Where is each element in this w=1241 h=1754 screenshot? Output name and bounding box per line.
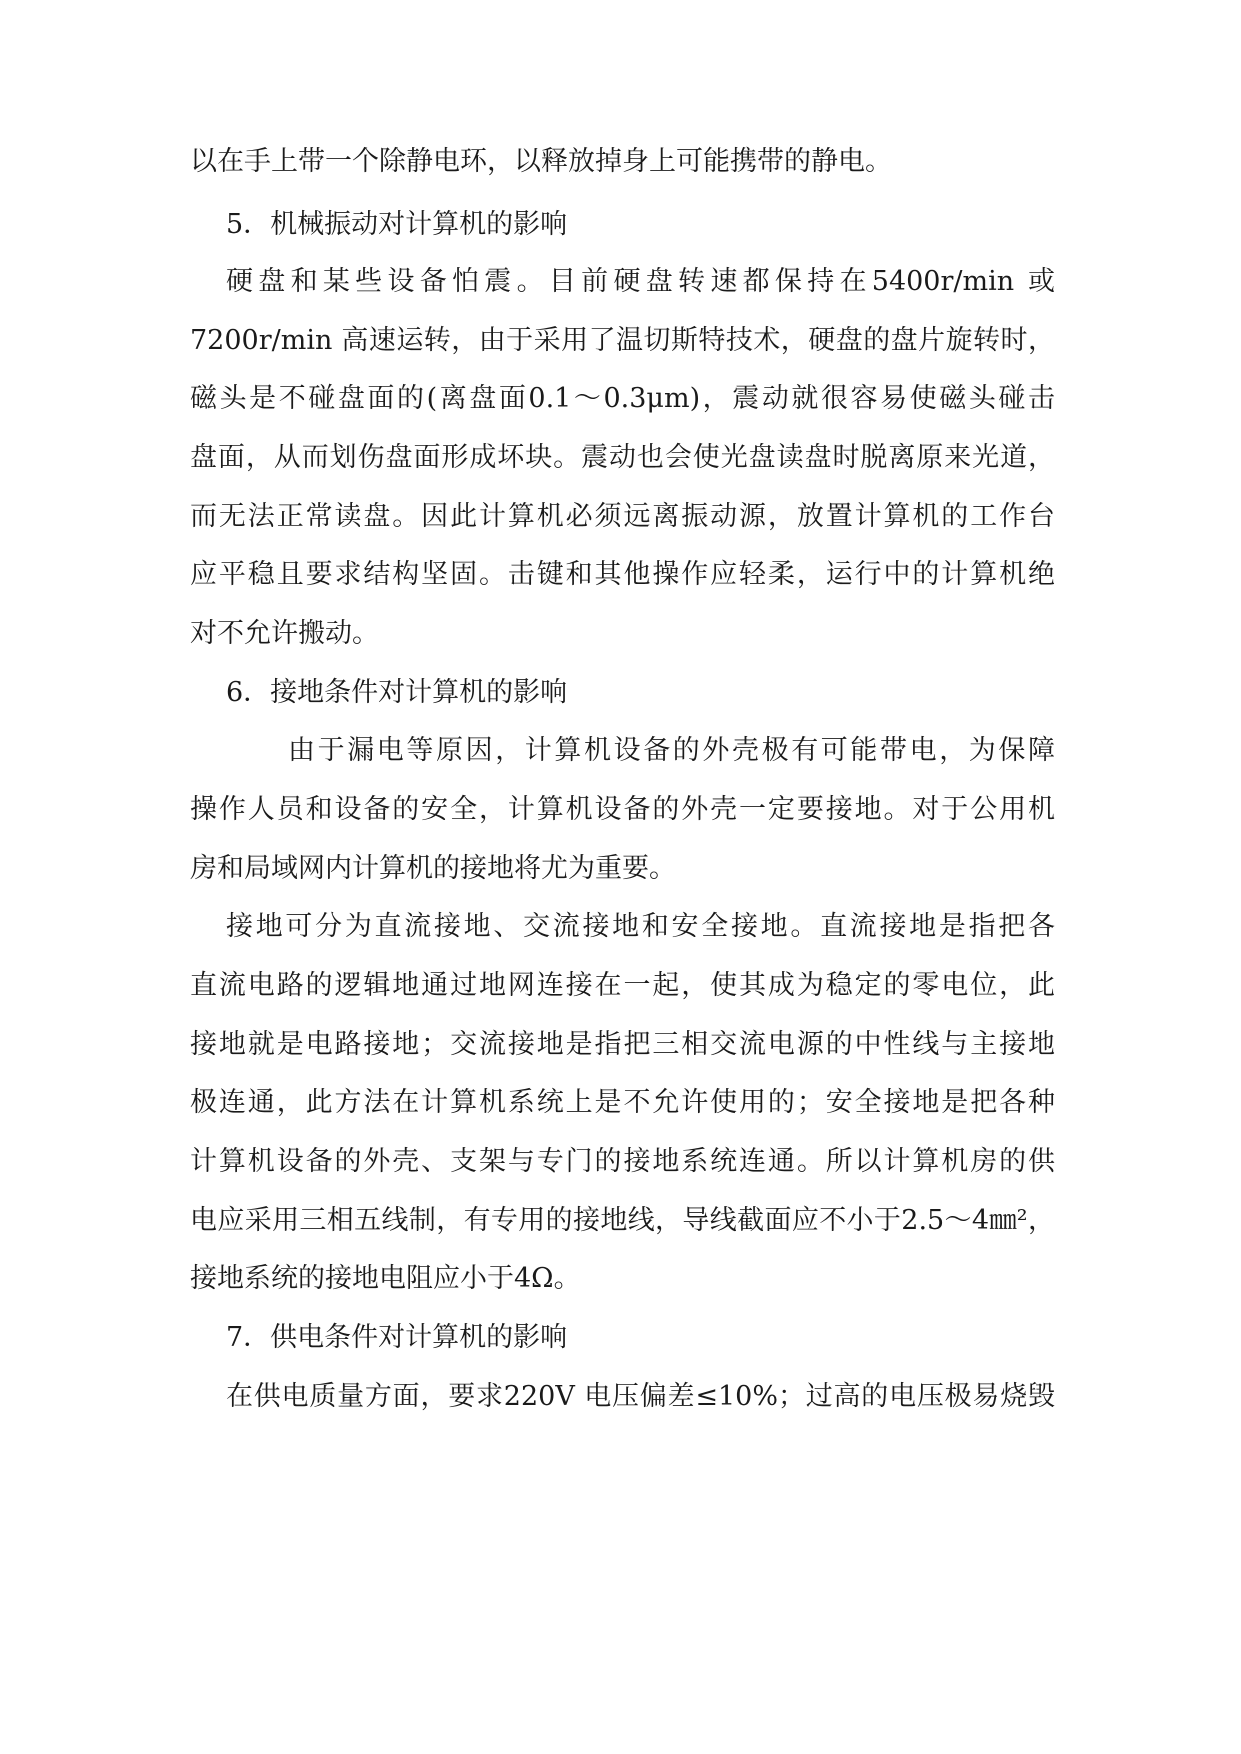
- paragraph-line: [0, 1249, 1241, 1309]
- text-line: 极连通，此方法在计算机系统上是不允许使用的；安全接地是把各种: [190, 1087, 1055, 1118]
- paragraph-line: [0, 428, 1241, 488]
- paragraph-line: [0, 1367, 1241, 1427]
- heading-text: 6．接地条件对计算机的影响: [226, 677, 568, 708]
- text-line: 盘面，从而划伤盘面形成坏块。震动也会使光盘读盘时脱离原来光道，: [190, 442, 1055, 473]
- paragraph-line: [0, 545, 1241, 605]
- paragraph-line: [0, 780, 1241, 840]
- text-line: 磁头是不碰盘面的(离盘面0.1～0.3μm)，震动就很容易使磁头碰击: [190, 383, 1055, 414]
- paragraph-line: [0, 897, 1241, 957]
- paragraph-line: [0, 311, 1241, 371]
- text-line: 以在手上带一个除静电环，以释放掉身上可能携带的静电。: [190, 146, 892, 177]
- paragraph-line: [0, 1191, 1241, 1251]
- paragraph-line: [0, 1015, 1241, 1075]
- text-line: 应平稳且要求结构坚固。击键和其他操作应轻柔，运行中的计算机绝: [190, 559, 1055, 590]
- text-line: 7200r/min 高速运转，由于采用了温切斯特技术，硬盘的盘片旋转时，: [190, 325, 1055, 356]
- text-line: 接地系统的接地电阻应小于4Ω。: [190, 1263, 581, 1294]
- text-line: 操作人员和设备的安全，计算机设备的外壳一定要接地。对于公用机: [190, 794, 1055, 825]
- text-line: 直流电路的逻辑地通过地网连接在一起，使其成为稳定的零电位，此: [190, 970, 1055, 1001]
- text-line: 房和局域网内计算机的接地将尤为重要。: [190, 853, 676, 884]
- text-line: 由于漏电等原因，计算机设备的外壳极有可能带电，为保障: [288, 735, 1055, 766]
- text-line: 对不允许搬动。: [190, 618, 379, 649]
- paragraph-line: [0, 369, 1241, 429]
- text-line: 接地可分为直流接地、交流接地和安全接地。直流接地是指把各: [226, 911, 1055, 942]
- text-line: 而无法正常读盘。因此计算机必须远离振动源，放置计算机的工作台: [190, 501, 1055, 532]
- paragraph-line: [0, 1073, 1241, 1133]
- text-line: 接地就是电路接地；交流接地是指把三相交流电源的中性线与主接地: [190, 1029, 1055, 1060]
- section-heading-6: [0, 663, 1241, 723]
- section-heading-7: [0, 1308, 1241, 1368]
- paragraph-line: [0, 839, 1241, 899]
- paragraph-line: [0, 132, 1241, 192]
- text-line: 在供电质量方面，要求220V 电压偏差≤10%；过高的电压极易烧毁: [226, 1381, 1055, 1412]
- heading-text: 5．机械振动对计算机的影响: [226, 209, 568, 240]
- paragraph-line: [0, 252, 1241, 312]
- text-line: 电应采用三相五线制，有专用的接地线，导线截面应不小于2.5～4㎜²，: [190, 1205, 1055, 1236]
- heading-text: 7．供电条件对计算机的影响: [226, 1322, 568, 1353]
- paragraph-line: [0, 604, 1241, 664]
- text-line: 硬盘和某些设备怕震。目前硬盘转速都保持在5400r/min 或: [226, 266, 1055, 297]
- section-heading-5: [0, 195, 1241, 255]
- paragraph-line: [0, 721, 1241, 781]
- paragraph-line: [0, 487, 1241, 547]
- paragraph-line: [0, 1132, 1241, 1192]
- text-line: 计算机设备的外壳、支架与专门的接地系统连通。所以计算机房的供: [190, 1146, 1055, 1177]
- paragraph-line: [0, 956, 1241, 1016]
